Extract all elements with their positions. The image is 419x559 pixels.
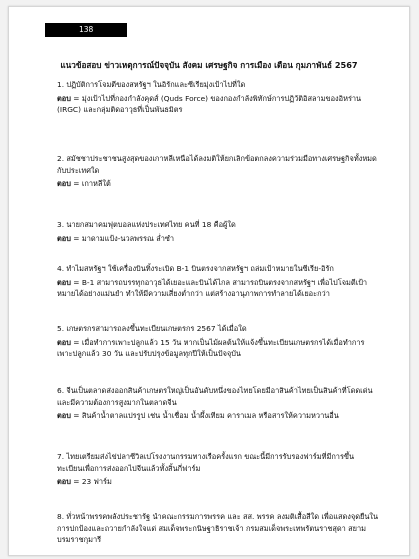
question-text: 3. นายกสมาคมฟุตบอลแห่งประเทศไทย คนที่ 18 คือผู้ใด <box>57 220 236 229</box>
answer <box>57 476 379 488</box>
answer-text: = มาดามแป้ง-นวลพรรณ ล่ำซำ <box>73 233 175 243</box>
list-item <box>57 153 379 190</box>
question-text: 2. สมัชชาประชาชนสูงสุดของเกาหลีเหนือได้ลงมติให้ยกเลิกข้อตกลงความร่วมมือทางเศรษฐกิจทั้งหมดกับประเทศใด <box>57 154 377 175</box>
answer-text: = เกาหลีใต้ <box>73 179 111 189</box>
answer <box>57 233 236 245</box>
answer-label: ตอบ <box>57 477 71 487</box>
answer-label: ตอบ <box>57 337 71 347</box>
answer-text: = มุ่งเป้าไปที่กองกำลังคุดส์ (Quds Force) ของกองกำลังพิทักษ์การปฏิวัติอิสลามของอิหร่าน (IRGC) และกลุ่มติดอาวุธที่เป็นพันธมิตร <box>57 93 362 115</box>
page-number-bar <box>45 23 127 37</box>
list-item <box>57 511 379 546</box>
answer-text: = 23 ฟาร์ม <box>73 477 112 487</box>
page-number: 138 <box>79 25 94 34</box>
answer <box>57 337 379 360</box>
question-text: 7. ไทยเตรียมส่งไข่ปลาซีวิลเปโรงงานกรรมทางเรือครั้งแรก ขณะนี้มีการรับรองฟาร์มที่มีการขึ้นทะเบียนเพื่อการส่งออกไปจีนแล้วทั้งสิ้นกี่ฟาร์ม <box>57 452 355 473</box>
list-item <box>57 385 379 422</box>
answer <box>57 410 379 422</box>
answer-text: = B-1 สามารถบรรทุกอาวุธได้เยอะและบินได้ไกล สามารถบินตรงจากสหรัฐฯ เพื่อไปโจมตีเป้าหมายได้อย่างแม่นยำ ทำให้มีความเสี่ยงต่ำกว่า แต่สร้างอานุภาพการทำลายได้เยอะกว่า <box>57 277 368 299</box>
list-item <box>57 219 236 244</box>
answer-text: = สินค้าน้ำตาลแปรรูป เช่น น้ำเชื่อม น้ำผึ้งเทียม คาราเมล หรือสารให้ความหวานอื่น <box>73 411 339 421</box>
answer-label: ตอบ <box>57 93 71 103</box>
answer-label: ตอบ <box>57 411 71 421</box>
answer <box>57 277 379 300</box>
answer-label: ตอบ <box>57 233 71 243</box>
list-item <box>57 323 379 360</box>
question-text: 6. จีนเป็นตลาดส่งออกสินค้าเกษตรใหญ่เป็นอันดับหนึ่งของไทยโดยมีอาสินค้าไทยเป็นสินค้าที่โดดเด่นและมีความต้องการสูงมากในตลาดจีน <box>57 386 373 407</box>
question-text: 4. ทำไมสหรัฐฯ ใช้เครื่องบินทิ้งระเบิด B-1 บินตรงจากสหรัฐฯ ถล่มเป้าหมายในซีเรีย-อิรัก <box>57 264 334 273</box>
document-page <box>8 6 410 556</box>
answer-text: = เมื่อทำการเพาะปลูกแล้ว 15 วัน หากเป็นไม้ผลต้นให้แจ้งขึ้นทะเบียนเกษตรกรได้เมื่อทำการเพาะปลูกแล้ว 30 วัน และปรับปรุงข้อมูลทุกปีให้เป็นปัจจุบัน <box>57 337 365 359</box>
question-text: 1. ปฏิบัติการโจมตีของสหรัฐฯ ในอิรักและซีเรียมุ่งเป้าไปที่ใด <box>57 80 246 89</box>
page-title: แนวข้อสอบ ข่าวเหตุการณ์ปัจจุบัน สังคม เศรษฐกิจ การเมือง เดือน กุมภาพันธ์ 2567 <box>60 60 358 70</box>
question-text: 5. เกษตรกรสามารถลงขึ้นทะเบียนเกษตรกร 2567 ได้เมื่อใด <box>57 324 247 333</box>
answer <box>57 178 379 190</box>
answer-label: ตอบ <box>57 277 71 287</box>
list-item <box>57 263 379 300</box>
list-item <box>57 451 379 488</box>
question-text: 8. ทั่วหน้าพรรคพลังประชารัฐ นำคณะกรรมการพรรค และ สส. พรรค ลงมติเสื้อสีใด เพื่อแสดงจุดยืนในการปกป้องและถวายกำลังใจแด่ สมเด็จพระกนิษฐาธิราชเจ้า กรมสมเด็จพระเทพรัตนราชสุดา สยามบรมราชกุมารี <box>57 512 379 545</box>
answer-label: ตอบ <box>57 179 71 189</box>
list-item <box>57 79 379 116</box>
answer <box>57 93 379 116</box>
